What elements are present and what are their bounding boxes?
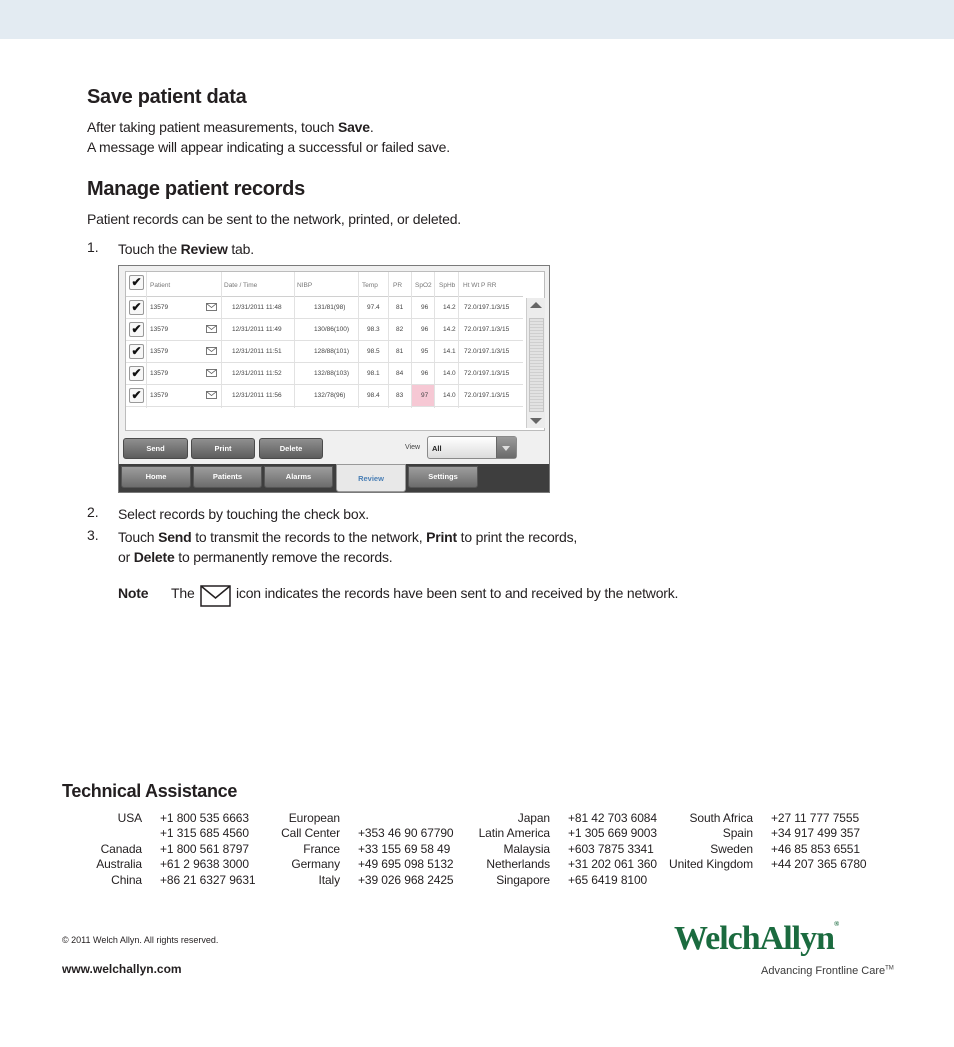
contact-phone: +44 207 365 6780	[771, 857, 867, 872]
contact-countries-col4	[655, 811, 753, 873]
checkmark-icon: ✔	[131, 388, 142, 402]
contact-region: South Africa	[689, 811, 753, 825]
cell-htwt: 72.0/197.1/3/15	[464, 304, 510, 311]
cell-htwt: 72.0/197.1/3/15	[464, 370, 510, 377]
contact-numbers-col3	[568, 811, 657, 888]
cell-spo2: 95	[421, 348, 429, 355]
tab-settings[interactable]: Settings	[408, 466, 478, 488]
table-scrollbar[interactable]	[526, 298, 545, 428]
tech-assistance-title: Technical Assistance	[62, 781, 238, 801]
view-select[interactable]	[427, 436, 517, 459]
contact-phone	[358, 811, 454, 826]
cell-spo2: 96	[421, 326, 429, 333]
checkmark-icon: ✔	[131, 300, 142, 314]
checkmark-icon: ✔	[131, 344, 142, 358]
contact-region: Call Center	[281, 826, 340, 841]
website-link[interactable]: www.welchallyn.com	[62, 962, 182, 976]
cell-patient: 13579	[150, 392, 169, 399]
contact-region: Japan	[517, 811, 550, 825]
envelope-icon	[206, 325, 217, 333]
contact-region: Latin America	[478, 826, 550, 841]
cell-nibp: 132/78(96)	[314, 392, 346, 399]
cell-nibp: 132/88(103)	[314, 370, 350, 377]
contact-phone: +353 46 90 67790	[358, 826, 454, 841]
cell-pr: 83	[396, 392, 404, 399]
scroll-up-icon[interactable]	[530, 302, 542, 308]
cell-temp: 97.4	[367, 304, 380, 311]
contact-phone: +61 2 9638 3000	[160, 857, 249, 872]
contact-region: United Kingdom	[669, 857, 753, 872]
contact-region: European	[288, 811, 340, 825]
table-row[interactable]	[126, 319, 523, 341]
cell-datetime: 12/31/2011 11:51	[232, 348, 282, 355]
cell-nibp: 131/81(98)	[314, 304, 346, 311]
row-checkbox[interactable]	[129, 322, 144, 337]
contact-phone: +1 305 669 9003	[568, 826, 657, 841]
cell-sphb: 14.2	[443, 304, 456, 311]
section-title-save: Save patient data	[87, 86, 247, 108]
contact-region: Malaysia	[503, 841, 550, 856]
cell-nibp: 128/88(101)	[314, 348, 350, 355]
row-checkbox[interactable]	[129, 366, 144, 381]
envelope-icon	[200, 585, 231, 607]
envelope-icon	[206, 369, 217, 377]
cell-datetime: 12/31/2011 11:56	[232, 392, 282, 399]
contact-phone: +31 202 061 360	[568, 857, 657, 872]
cell-pr: 81	[396, 304, 404, 311]
contact-phone: +86 21 6327 9631	[160, 872, 256, 887]
tab-alarms[interactable]: Alarms	[264, 466, 333, 488]
tab-home[interactable]: Home	[121, 466, 191, 488]
send-button[interactable]: Send	[123, 438, 188, 459]
note-text: icon indicates the records have been sent to and received by the network.	[236, 585, 679, 601]
contact-phone: +1 315 685 4560	[160, 826, 249, 841]
checkmark-icon: ✔	[131, 366, 142, 380]
contact-phone: +33 155 69 58 49	[358, 841, 451, 856]
view-select-value: All	[432, 444, 442, 453]
print-button[interactable]: Print	[191, 438, 255, 459]
records-table	[125, 271, 545, 431]
cell-pr: 82	[396, 326, 404, 333]
header-htwt: Ht Wt P RR	[463, 282, 497, 289]
cell-sphb: 14.0	[443, 370, 456, 377]
contact-phone: +1 800 535 6663	[160, 811, 249, 825]
scroll-thumb[interactable]	[529, 318, 544, 412]
envelope-icon	[206, 303, 217, 311]
view-label: View	[405, 444, 421, 451]
device-review-screen	[118, 265, 550, 493]
step-3-text: Touch Send to transmit the records to the network, Print to print the records, or Delete to permanently remove the records.	[118, 529, 578, 565]
top-band	[0, 0, 954, 39]
checkmark-icon: ✔	[131, 322, 142, 336]
row-checkbox[interactable]	[129, 300, 144, 315]
row-checkbox[interactable]	[129, 344, 144, 359]
cell-temp: 98.3	[367, 326, 380, 333]
save-instructions: After taking patient measurements, touch Save. A message will appear indicating a successful or failed save.	[87, 119, 450, 155]
table-row[interactable]	[126, 341, 523, 363]
cell-patient: 13579	[150, 370, 169, 377]
cell-pr: 81	[396, 348, 404, 355]
cell-patient: 13579	[150, 348, 169, 355]
step-number: 2.	[87, 504, 99, 520]
note-pre: The	[171, 585, 195, 601]
contact-countries-col2	[240, 811, 340, 888]
table-header	[126, 272, 523, 297]
cell-sphb: 14.0	[443, 392, 456, 399]
contact-region: Netherlands	[486, 857, 550, 872]
contact-phone: +49 695 098 5132	[358, 857, 454, 872]
manage-intro: Patient records can be sent to the network, printed, or deleted.	[87, 211, 461, 227]
contact-countries-col3	[450, 811, 550, 888]
contact-phone: +46 85 853 6551	[771, 841, 860, 856]
contact-phone: +1 800 561 8797	[160, 841, 249, 856]
envelope-icon	[206, 347, 217, 355]
scroll-down-icon[interactable]	[530, 418, 542, 424]
contact-numbers-col4	[771, 811, 867, 873]
header-sphb: SpHb	[439, 282, 456, 289]
tab-review[interactable]: Review	[336, 464, 406, 492]
contact-region: France	[303, 841, 340, 856]
cell-datetime: 12/31/2011 11:48	[232, 304, 282, 311]
cell-spo2: 96	[421, 304, 429, 311]
cell-patient: 13579	[150, 304, 169, 311]
header-datetime: Date / Time	[224, 282, 258, 289]
cell-htwt: 72.0/197.1/3/15	[464, 392, 510, 399]
step-number: 1.	[87, 239, 99, 255]
contact-region: China	[111, 872, 142, 887]
contact-phone: +39 026 968 2425	[358, 872, 454, 887]
contact-phone: +34 917 499 357	[771, 826, 860, 841]
contact-region: Sweden	[710, 841, 753, 856]
header-patient: Patient	[150, 282, 171, 289]
header-temp: Temp	[362, 282, 378, 289]
contact-region: Germany	[291, 857, 340, 872]
table-row[interactable]	[126, 363, 523, 385]
cell-datetime: 12/31/2011 11:49	[232, 326, 282, 333]
contact-region: Canada	[100, 841, 142, 856]
step-2-text: Select records by touching the check box.	[118, 506, 369, 522]
contact-region: Singapore	[496, 872, 550, 887]
contact-region: Italy	[318, 872, 340, 887]
cell-temp: 98.1	[367, 370, 380, 377]
step-1-text: Touch the Review tab.	[118, 241, 254, 257]
cell-sphb: 14.2	[443, 326, 456, 333]
contact-region	[62, 826, 142, 841]
cell-htwt: 72.0/197.1/3/15	[464, 348, 510, 355]
welch-allyn-logo: WelchAllyn®	[674, 920, 839, 957]
contact-phone: +65 6419 8100	[568, 872, 648, 887]
row-checkbox[interactable]	[129, 388, 144, 403]
contact-phone: +81 42 703 6084	[568, 811, 657, 825]
contact-numbers-col2	[358, 811, 454, 888]
copyright: © 2011 Welch Allyn. All rights reserved.	[62, 935, 219, 945]
checkmark-icon: ✔	[131, 275, 142, 289]
delete-button[interactable]: Delete	[259, 438, 323, 459]
cell-temp: 98.4	[367, 392, 380, 399]
cell-spo2: 96	[421, 370, 429, 377]
note-label: Note	[118, 585, 149, 601]
contact-phone: +603 7875 3341	[568, 841, 654, 856]
contact-phone: +27 11 777 7555	[771, 811, 860, 825]
cell-patient: 13579	[150, 326, 169, 333]
table-row[interactable]	[126, 297, 523, 319]
contact-region: Australia	[96, 857, 142, 872]
cell-pr: 84	[396, 370, 404, 377]
cell-htwt: 72.0/197.1/3/15	[464, 326, 510, 333]
section-title-manage: Manage patient records	[87, 178, 305, 200]
tab-bar	[119, 464, 549, 492]
cell-spo2: 97	[421, 392, 429, 399]
contact-region: Spain	[722, 826, 753, 841]
empty-row	[126, 407, 523, 428]
cell-datetime: 12/31/2011 11:52	[232, 370, 282, 377]
chevron-down-icon[interactable]	[496, 437, 516, 458]
envelope-icon	[206, 391, 217, 399]
cell-nibp: 130/86(100)	[314, 326, 350, 333]
step-number: 3.	[87, 527, 99, 543]
contact-countries-col1	[62, 811, 142, 888]
select-all-checkbox[interactable]	[129, 275, 144, 290]
contact-region: USA	[117, 811, 142, 825]
header-nibp: NIBP	[297, 282, 313, 289]
table-row[interactable]	[126, 385, 523, 407]
tagline: Advancing Frontline Care™	[761, 965, 894, 977]
cell-temp: 98.5	[367, 348, 380, 355]
tab-patients[interactable]: Patients	[193, 466, 262, 488]
cell-sphb: 14.1	[443, 348, 456, 355]
header-spo2: SpO2	[415, 282, 432, 289]
header-pr: PR	[393, 282, 403, 289]
